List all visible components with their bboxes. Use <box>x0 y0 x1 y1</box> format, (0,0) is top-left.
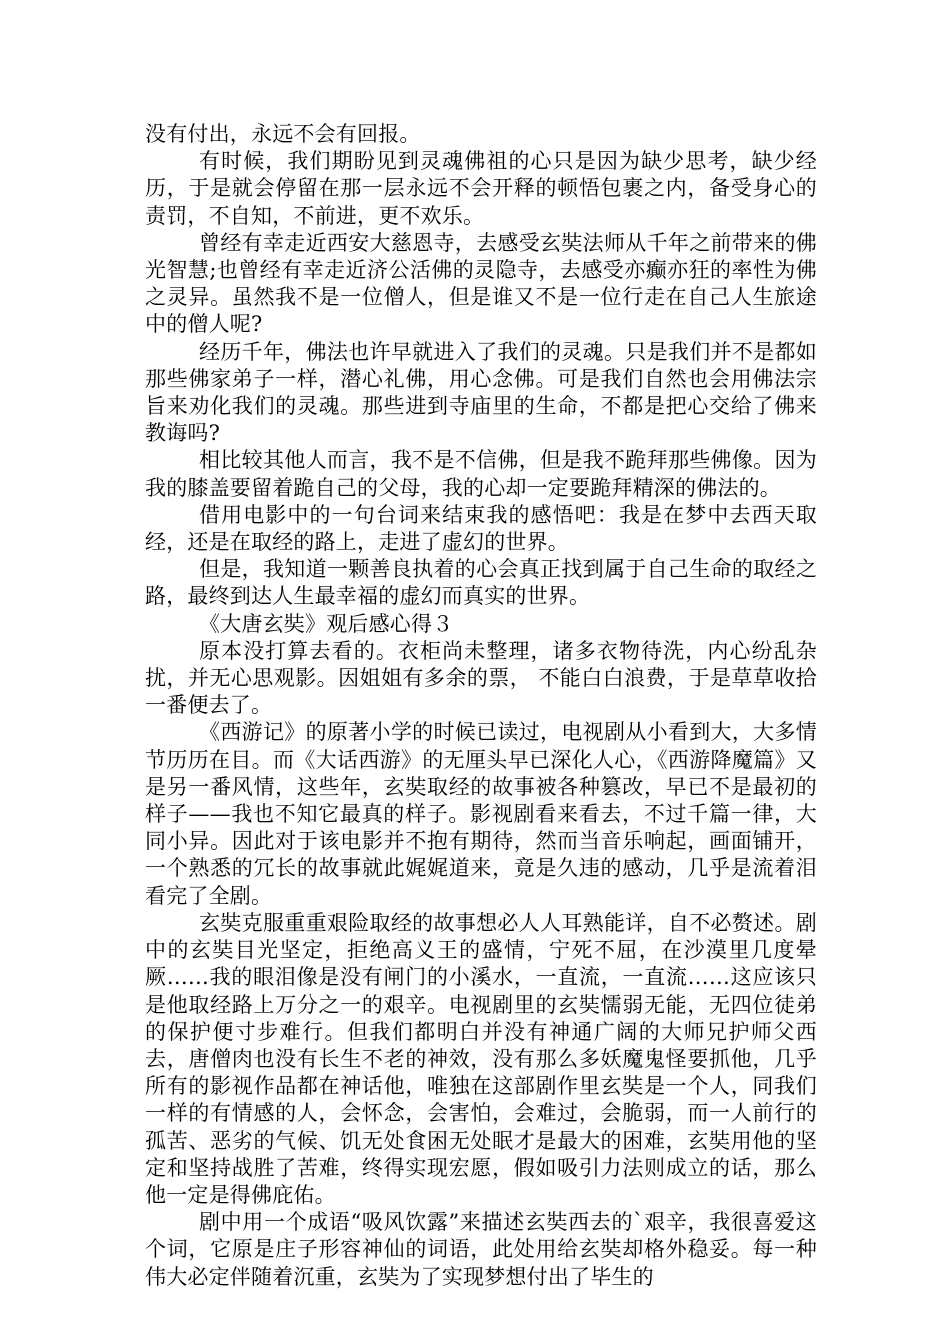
paragraph-11: 玄奘克服重重艰险取经的故事想必人人耳熟能详，自不必赘述。剧中的玄奘目光坚定，拒绝高义王的盛情，宁死不屈，在沙漠里几度晕厥……我的眼泪像是没有闸门的小溪水，一直流，一直流……这应该只是他取经路上万分之一的艰辛。电视剧里的玄奘懦弱无能，无四位徒弟的保护便寸步难行。但我们都明白并没有神通广阔的大师兄护师父西去，唐僧肉也没有长生不老的神效，没有那么多妖魔鬼怪要抓他，几乎所有的影视作品都在神话他，唯独在这部剧作里玄奘是一个人，同我们一样的有情感的人，会怀念，会害怕，会难过，会脆弱，而一人前行的孤苦、恶劣的气候、饥无处食困无处眠才是最大的困难，玄奘用他的坚定和坚持战胜了苦难，终得实现宏愿，假如吸引力法则成立的话，那么他一定是得佛庇佑。 <box>145 910 817 1207</box>
paragraph-9: 原本没打算去看的。衣柜尚未整理，诸多衣物待洗，内心纷乱杂扰，并无心思观影。因姐姐有多余的票， 不能白白浪费，于是草草收拾一番便去了。 <box>145 638 817 718</box>
paragraph-10: 《西游记》的原著小学的时候已读过，电视剧从小看到大，大多情节历历在目。而《大话西游》的无厘头早已深化人心，《西游降魔篇》又是另一番风情，这些年，玄奘取经的故事被各种篡改，早已不是最初的样子——我也不知它最真的样子。影视剧看来看去，不过千篇一律，大同小异。因此对于该电影并不抱有期待，然而当音乐响起，画面铺开，一个熟悉的冗长的故事就此娓娓道来，竟是久违的感动，几乎是流着泪看完了全剧。 <box>145 720 817 908</box>
paragraph-4: 经历千年，佛法也许早就进入了我们的灵魂。只是我们并不是都如那些佛家弟子一样，潜心礼佛，用心念佛。可是我们自然也会用佛法宗旨来劝化我们的灵魂。那些进到寺庙里的生命，不都是把心交给了佛来教诲吗? <box>145 339 817 446</box>
paragraph-12: 剧中用一个成语“吸风饮露”来描述玄奘西去的`艰辛，我很喜爱这个词，它原是庄子形容神仙的词语，此处用给玄奘却格外稳妥。每一种伟大必定伴随着沉重，玄奘为了实现梦想付出了毕生的 <box>145 1210 817 1289</box>
paragraph-1: 没有付出，永远不会有回报。 <box>145 122 421 146</box>
paragraph-6: 借用电影中的一句台词来结束我的感悟吧：我是在梦中去西天取经，还是在取经的路上，走进了虚幻的世界。 <box>145 502 817 555</box>
paragraph-2: 有时候，我们期盼见到灵魂佛祖的心只是因为缺少思考，缺少经历，于是就会停留在那一层永远不会开释的顿悟包裹之内，备受身心的责罚，不自知，不前进，更不欢乐。 <box>145 149 817 228</box>
paragraph-3: 曾经有幸走近西安大慈恩寺，去感受玄奘法师从千年之前带来的佛光智慧;也曾经有幸走近济公活佛的灵隐寺，去感受亦癫亦狂的率性为佛之灵异。虽然我不是一位僧人，但是谁又不是一位行走在自己人生旅途中的僧人呢? <box>145 230 817 337</box>
document-body <box>145 121 817 1291</box>
paragraph-5: 相比较其他人而言，我不是不信佛，但是我不跪拜那些佛像。因为我的膝盖要留着跪自己的父母，我的心却一定要跪拜精深的佛法的。 <box>145 448 817 500</box>
section-heading: 《大唐玄奘》观后感心得３ <box>199 611 454 636</box>
paragraph-7: 但是，我知道一颗善良执着的心会真正找到属于自己生命的取经之路，最终到达人生最幸福的虚幻而真实的世界。 <box>145 557 817 609</box>
